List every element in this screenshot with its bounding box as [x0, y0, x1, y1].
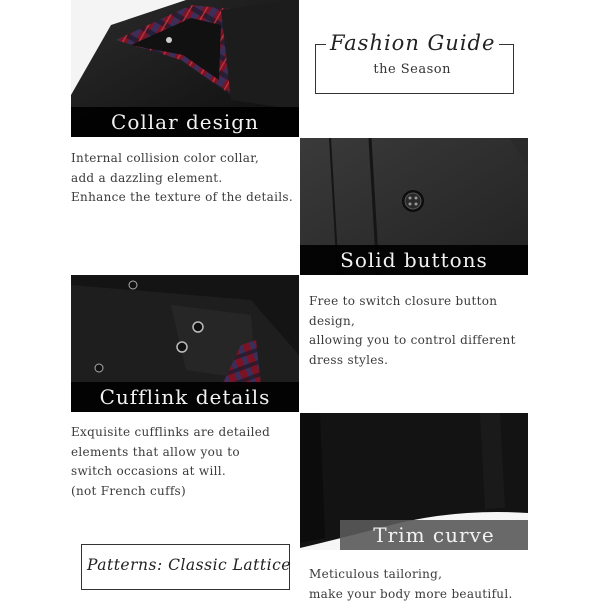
buttons-description-line: design,: [309, 312, 516, 332]
cufflink-photo-panel: [71, 275, 299, 412]
collar-caption: Collar design: [111, 110, 259, 134]
buttons-description: [309, 292, 516, 370]
buttons-description-line: dress styles.: [309, 351, 516, 371]
trim-caption: Trim curve: [373, 523, 494, 547]
cufflink-description-line: elements that allow you to: [71, 443, 270, 463]
fashion-guide-box: [315, 44, 514, 94]
cufflink-description-line: switch occasions at will.: [71, 462, 270, 482]
collar-description-line: Internal collision color collar,: [71, 149, 293, 169]
cufflink-description-line: Exquisite cufflinks are detailed: [71, 423, 270, 443]
fashion-guide-title: Fashion Guide: [326, 31, 499, 55]
trim-caption-bar: [340, 520, 528, 550]
trim-photo-panel: [300, 413, 528, 550]
fashion-guide-subtitle: the Season: [373, 62, 451, 77]
cufflink-caption: Cufflink details: [100, 385, 271, 409]
patterns-box: [81, 544, 290, 590]
buttons-description-line: Free to switch closure button: [309, 292, 516, 312]
collar-caption-bar: [71, 107, 299, 137]
cufflink-caption-bar: [71, 382, 299, 412]
buttons-caption-bar: [300, 245, 528, 275]
buttons-description-line: allowing you to control different: [309, 331, 516, 351]
cufflink-description-line: (not French cuffs): [71, 482, 270, 502]
trim-description-line: Meticulous tailoring,: [309, 565, 513, 585]
collar-description: [71, 149, 293, 208]
trim-description-line: make your body more beautiful.: [309, 585, 513, 604]
buttons-caption: Solid buttons: [340, 248, 488, 272]
cufflink-description: [71, 423, 270, 501]
collar-photo-panel: [71, 0, 299, 137]
collar-description-line: Enhance the texture of the details.: [71, 188, 293, 208]
trim-description: [309, 565, 513, 604]
buttons-photo-panel: [300, 138, 528, 275]
patterns-label: Patterns: Classic Lattice: [87, 556, 291, 574]
collar-description-line: add a dazzling element.: [71, 169, 293, 189]
